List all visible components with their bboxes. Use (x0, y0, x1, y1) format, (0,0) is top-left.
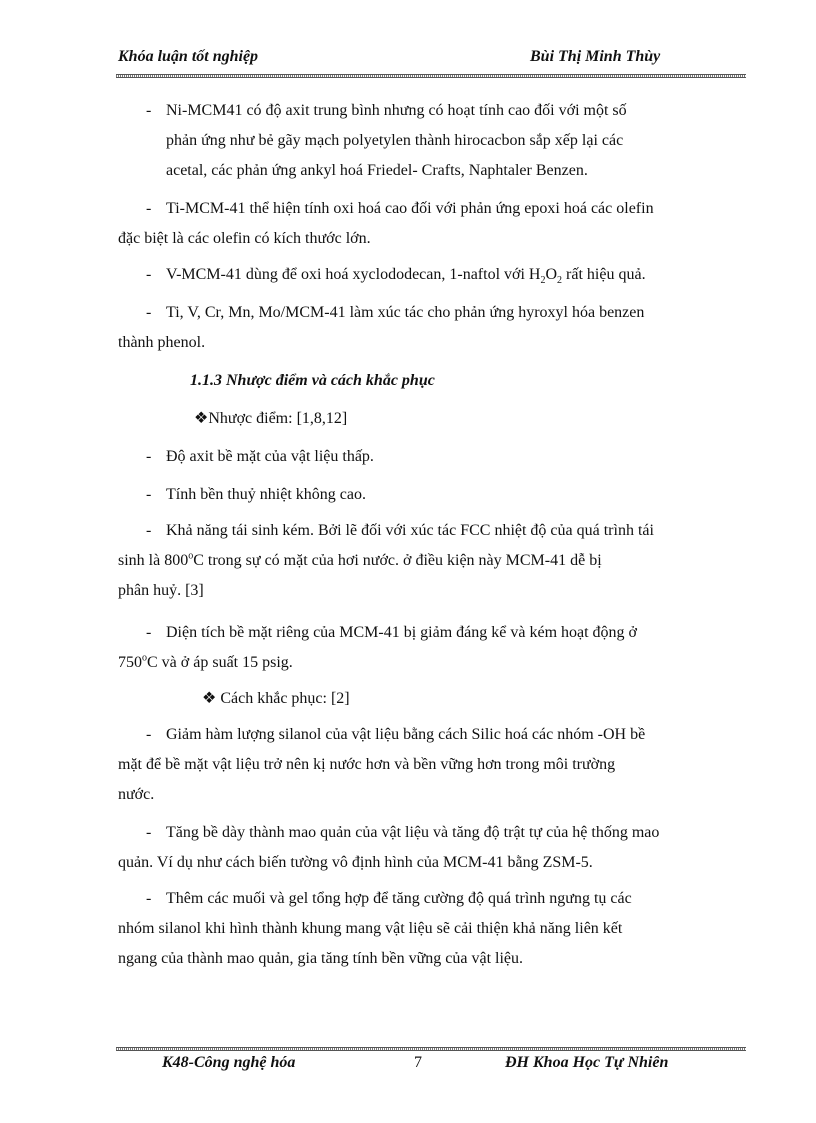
footer-university: ĐH Khoa Học Tự Nhiên (505, 1054, 669, 1071)
paragraph-regeneration: - Khả năng tái sinh kém. Bởi lẽ đối với xúc tác FCC nhiệt độ của quá trình tái sinh là 800$^o$C trong sự có mặt của hơi nước. ở điều kiện này MCM-41 dễ bị phân huỷ. [3] (118, 522, 654, 599)
paragraph-ti-v-cr: - Ti, V, Cr, Mn, Mo/MCM-41 làm xúc tác cho phản ứng hyroxyl hóa benzen thành phenol. (118, 304, 645, 351)
header-author: Bùi Thị Minh Thùy (530, 48, 661, 65)
page-footer (0, 1054, 816, 1078)
paragraph-ni-mcm41: - Ni-MCM41 có độ axit trung bình nhưng có hoạt tính cao đối với một số phản ứng như bẻ gãy mạch polyetylen thành hirocacbon sắp xếp lại các acetal, các phản ứng ankyl hoá Friedel- Crafts, Naphtaler Benzen. (146, 102, 627, 179)
paragraph-ti-mcm41: - Ti-MCM-41 thể hiện tính oxi hoá cao đối với phản ứng epoxi hoá các olefin đặc biệt là các olefin có kích thước lớn. (118, 200, 654, 247)
page-header (118, 48, 718, 72)
paragraph-low-acidity: - Độ axit bề mặt của vật liệu thấp. (146, 448, 374, 465)
paragraph-surface-area: - Diện tích bề mặt riêng của MCM-41 bị giảm đáng kể và kém hoạt động ở 750$^o$C và ở áp suất 15 psig. (118, 624, 638, 671)
paragraph-hydrothermal: - Tính bền thuỷ nhiệt không cao. (146, 486, 366, 503)
footer-rule (116, 1047, 746, 1051)
drawbacks-label: ❖Nhược điểm: [1,8,12] (194, 410, 348, 427)
header-rule (116, 74, 746, 78)
page-number: 7 (414, 1054, 422, 1071)
footer-course: K48-Công nghệ hóa (162, 1054, 296, 1071)
remedies-label: ❖ Cách khắc phục: [2] (202, 690, 350, 707)
paragraph-salts-gel: - Thêm các muối và gel tổng hợp để tăng cường độ quá trình ngưng tụ các nhóm silanol khi hình thành khung mang vật liệu sẽ cải thiện khả năng liên kết ngang của thành mao quản, gia tăng tính bền vững của vật liệu. (118, 890, 632, 967)
paragraph-wall-thickness: - Tăng bề dày thành mao quản của vật liệu và tăng độ trật tự của hệ thống mao quản. Ví dụ như cách biến tường vô định hình của MCM-41 bằng ZSM-5. (118, 824, 660, 871)
header-title: Khóa luận tốt nghiệp (118, 48, 259, 65)
paragraph-v-mcm41: - V-MCM-41 dùng để oxi hoá xyclododecan, 1-naftol với $H_2O_2$ rất hiệu quả. (146, 266, 646, 287)
paragraph-silanol: - Giảm hàm lượng silanol của vật liệu bằng cách Silic hoá các nhóm -OH bề mặt để bề mặt vật liệu trở nên kị nước hơn và bền vững hơn trong môi trường nước. (118, 726, 646, 803)
section-heading: 1.1.3 Nhược điểm và cách khắc phục (190, 372, 435, 389)
